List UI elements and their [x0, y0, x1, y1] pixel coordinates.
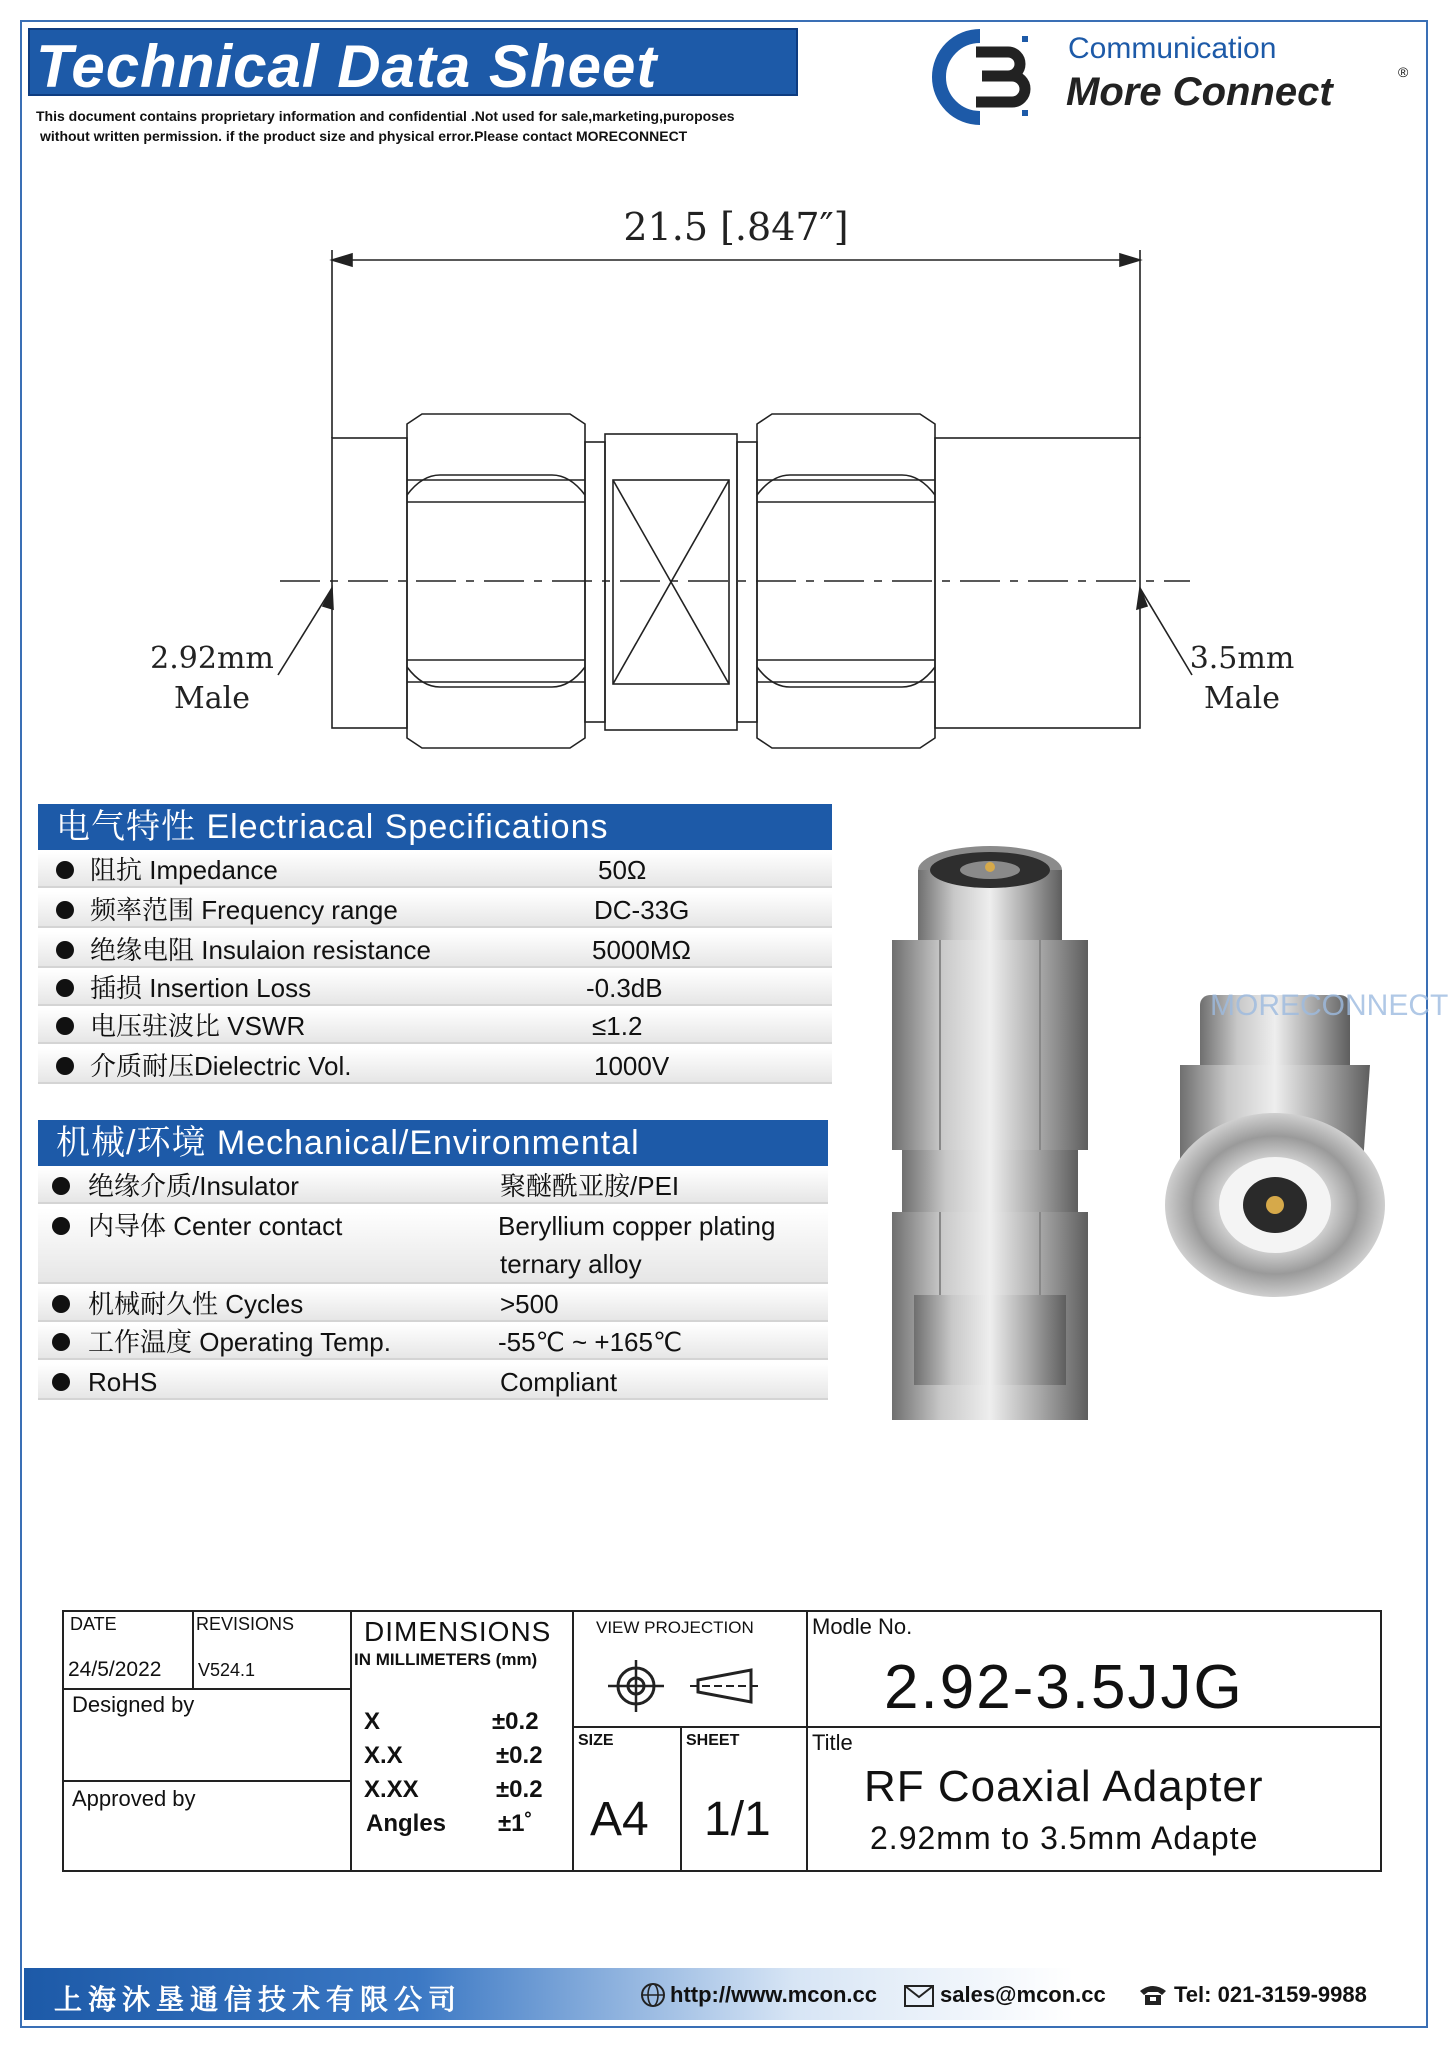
- model-number: 2.92-3.5JJG: [884, 1653, 1244, 1722]
- spec-label: 介质耐压Dielectric Vol.: [90, 1051, 352, 1081]
- electrical-specs-heading: 电气特性 Electriacal Specifications: [38, 804, 832, 850]
- title-block: [62, 1610, 1382, 1872]
- tolerance-key: X.XX: [364, 1776, 419, 1803]
- company-name: 上海沐垦通信技术有限公司: [54, 1983, 463, 2016]
- size-value: A4: [590, 1793, 649, 1846]
- designed-by-label: Designed by: [72, 1692, 195, 1717]
- dimensions-label: DIMENSIONS: [364, 1616, 552, 1647]
- mechanical-specs-heading: 机械/环境 Mechanical/Environmental: [38, 1120, 828, 1166]
- logo-mark-icon: [920, 30, 1038, 124]
- logo-text-more-connect: More Connect: [1066, 70, 1333, 114]
- tolerance-value: ±1˚: [498, 1810, 533, 1837]
- spec-row: [38, 1168, 828, 1204]
- title-line-2: 2.92mm to 3.5mm Adapte: [870, 1820, 1259, 1856]
- logo-text-communication: Communication: [1068, 32, 1277, 65]
- bullet-icon: [52, 1295, 70, 1313]
- bullet-icon: [52, 1177, 70, 1195]
- spec-row: [38, 1008, 832, 1044]
- spec-label: 阻抗 Impedance: [90, 855, 278, 885]
- view-projection-label: VIEW PROJECTION: [596, 1618, 754, 1637]
- tolerance-key: Angles: [366, 1810, 447, 1837]
- spec-row: [38, 1286, 828, 1322]
- spec-value: 50Ω: [598, 855, 647, 885]
- website-link[interactable]: http://www.mcon.cc: [670, 1982, 877, 2007]
- notice-line-1: This document contains proprietary information and confidential .Not used for sale,marketing,puroposes: [36, 108, 735, 124]
- bullet-icon: [56, 861, 74, 879]
- photo-watermark: MORECONNECT: [1210, 989, 1448, 1022]
- spec-label: 绝缘电阻 Insulaion resistance: [90, 935, 432, 965]
- size-label: SIZE: [578, 1732, 614, 1749]
- sheet-value: 1/1: [704, 1793, 771, 1846]
- left-connector-gender: Male: [174, 681, 250, 716]
- spec-value: Compliant: [500, 1367, 618, 1397]
- dimensions-units: IN MILLIMETERS (mm): [354, 1650, 538, 1669]
- revisions-value: V524.1: [198, 1660, 256, 1680]
- model-label: Modle No.: [812, 1614, 913, 1639]
- spec-row: [38, 932, 832, 968]
- spec-row: [38, 1048, 832, 1084]
- bullet-icon: [52, 1373, 70, 1391]
- tolerance-key: X: [364, 1708, 381, 1735]
- tolerance-value: ±0.2: [496, 1742, 543, 1769]
- title-label: Title: [812, 1730, 853, 1755]
- bullet-icon: [56, 901, 74, 919]
- email-link[interactable]: sales@mcon.cc: [940, 1982, 1106, 2007]
- spec-row: [38, 852, 832, 888]
- spec-value: DC-33G: [594, 895, 690, 925]
- bullet-icon: [56, 1017, 74, 1035]
- spec-value: Beryllium copper plating: [498, 1211, 776, 1241]
- page-title: Technical Data Sheet: [36, 33, 658, 100]
- projection-symbol-icon: [586, 1656, 786, 1716]
- tolerance-value: ±0.2: [496, 1776, 543, 1803]
- spec-value: >500: [500, 1289, 559, 1319]
- spec-row: [38, 970, 832, 1006]
- telephone-number: Tel: 021-3159-9988: [1174, 1982, 1367, 2007]
- sheet-label: SHEET: [686, 1732, 740, 1749]
- left-connector-size: 2.92mm: [150, 641, 274, 676]
- bullet-icon: [52, 1333, 70, 1351]
- tolerance-key: X.X: [364, 1742, 403, 1769]
- spec-row: [38, 1324, 828, 1360]
- technical-drawing: [130, 190, 1330, 770]
- page-footer: [24, 1968, 1424, 2020]
- spec-label: 工作温度 Operating Temp.: [88, 1327, 391, 1357]
- spec-value: 5000MΩ: [592, 935, 691, 965]
- globe-icon: [640, 1982, 666, 2008]
- phone-icon: [1138, 1983, 1168, 2007]
- spec-label: 电压驻波比 VSWR: [90, 1011, 306, 1041]
- overall-length-dimension: 21.5 [.847″]: [623, 205, 849, 249]
- tolerance-value: ±0.2: [492, 1708, 539, 1735]
- company-logo: [920, 30, 1420, 130]
- title-banner: [28, 28, 798, 100]
- spec-row: [38, 892, 832, 928]
- title-line-1: RF Coaxial Adapter: [864, 1762, 1264, 1811]
- spec-value: 聚醚酰亚胺/PEI: [500, 1171, 680, 1201]
- bullet-icon: [52, 1217, 70, 1235]
- mail-icon: [904, 1985, 934, 2007]
- notice-line-2: without written permission. if the product size and physical error.Please contact MORECONNECT: [40, 128, 688, 144]
- spec-label: 机械耐久性 Cycles: [88, 1289, 304, 1319]
- spec-row: [38, 1208, 828, 1284]
- right-connector-size: 3.5mm: [1189, 641, 1295, 676]
- spec-label: 绝缘介质/Insulator: [88, 1171, 299, 1201]
- date-label: DATE: [70, 1614, 117, 1634]
- bullet-icon: [56, 941, 74, 959]
- product-photo: [880, 825, 1448, 1385]
- bullet-icon: [56, 1057, 74, 1075]
- spec-value: 1000V: [594, 1051, 670, 1081]
- right-connector-gender: Male: [1204, 681, 1280, 716]
- spec-row: [38, 1364, 828, 1400]
- spec-label: 频率范围 Frequency range: [90, 895, 398, 925]
- spec-label: 内导体 Center contact: [88, 1211, 343, 1241]
- spec-value: ≤1.2: [592, 1011, 643, 1041]
- spec-value: -55℃ ~ +165℃: [498, 1327, 683, 1357]
- spec-label: RoHS: [88, 1367, 158, 1397]
- spec-value: -0.3dB: [586, 973, 663, 1003]
- date-value: 24/5/2022: [68, 1658, 162, 1681]
- revisions-label: REVISIONS: [196, 1614, 295, 1634]
- spec-label: 插损 Insertion Loss: [90, 973, 312, 1003]
- registered-mark: ®: [1398, 64, 1409, 80]
- approved-by-label: Approved by: [72, 1786, 196, 1811]
- spec-value-line-2: ternary alloy: [500, 1249, 642, 1279]
- confidentiality-notice: [36, 106, 826, 146]
- bullet-icon: [56, 979, 74, 997]
